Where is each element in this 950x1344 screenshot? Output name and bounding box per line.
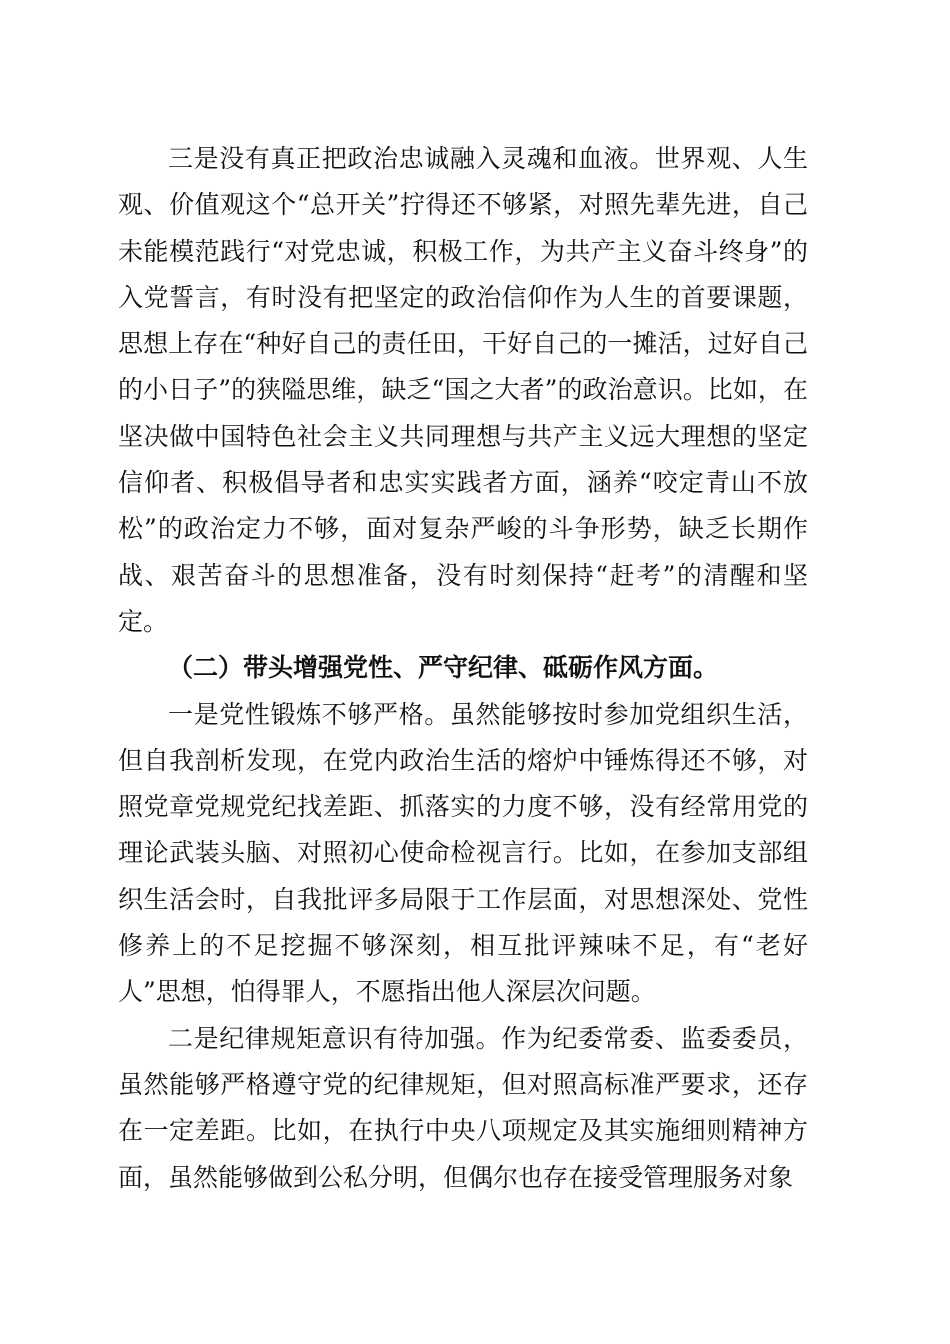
paragraph-discipline-awareness: 二是纪律规矩意识有待加强。作为纪委常委、监委委员，虽然能够严格遵守党的纪律规矩，但对照高标准严要求，还存在一定差距。比如，在执行中央八项规定及其实施细则精神方面，虽然能够做到公私分明，但偶尔也存在接受管理服务对象 bbox=[118, 1023, 808, 1192]
document-body bbox=[118, 136, 808, 1201]
section-heading-party-spirit: （二）带头增强党性、严守纪律、砥砺作风方面。 bbox=[168, 653, 719, 683]
paragraph-party-spirit-training: 一是党性锻炼不够严格。虽然能够按时参加党组织生活，但自我剖析发现，在党内政治生活的熔炉中锤炼得还不够，对照党章党规党纪找差距、抓落实的力度不够，没有经常用党的理论武装头脑、对照初心使命检视言行。比如，在参加支部组织生活会时，自我批评多局限于工作层面，对思想深处、党性修养上的不足挖掘不够深刻，相互批评辣味不足，有“老好人”思想，怕得罪人，不愿指出他人深层次问题。 bbox=[118, 699, 808, 1007]
paragraph-political-loyalty: 三是没有真正把政治忠诚融入灵魂和血液。世界观、人生观、价值观这个“总开关”拧得还不够紧，对照先辈先进，自己未能模范践行“对党忠诚，积极工作，为共产主义奋斗终身”的入党誓言，有时没有把坚定的政治信仰作为人生的首要课题，思想上存在“种好自己的责任田，干好自己的一摊活，过好自己的小日子”的狭隘思维，缺乏“国之大者”的政治意识。比如，在坚决做中国特色社会主义共同理想与共产主义远大理想的坚定信仰者、积极倡导者和忠实实践者方面，涵养“咬定青山不放松”的政治定力不够，面对复杂严峻的斗争形势，缺乏长期作战、艰苦奋斗的思想准备，没有时刻保持“赶考”的清醒和坚定。 bbox=[118, 144, 808, 636]
